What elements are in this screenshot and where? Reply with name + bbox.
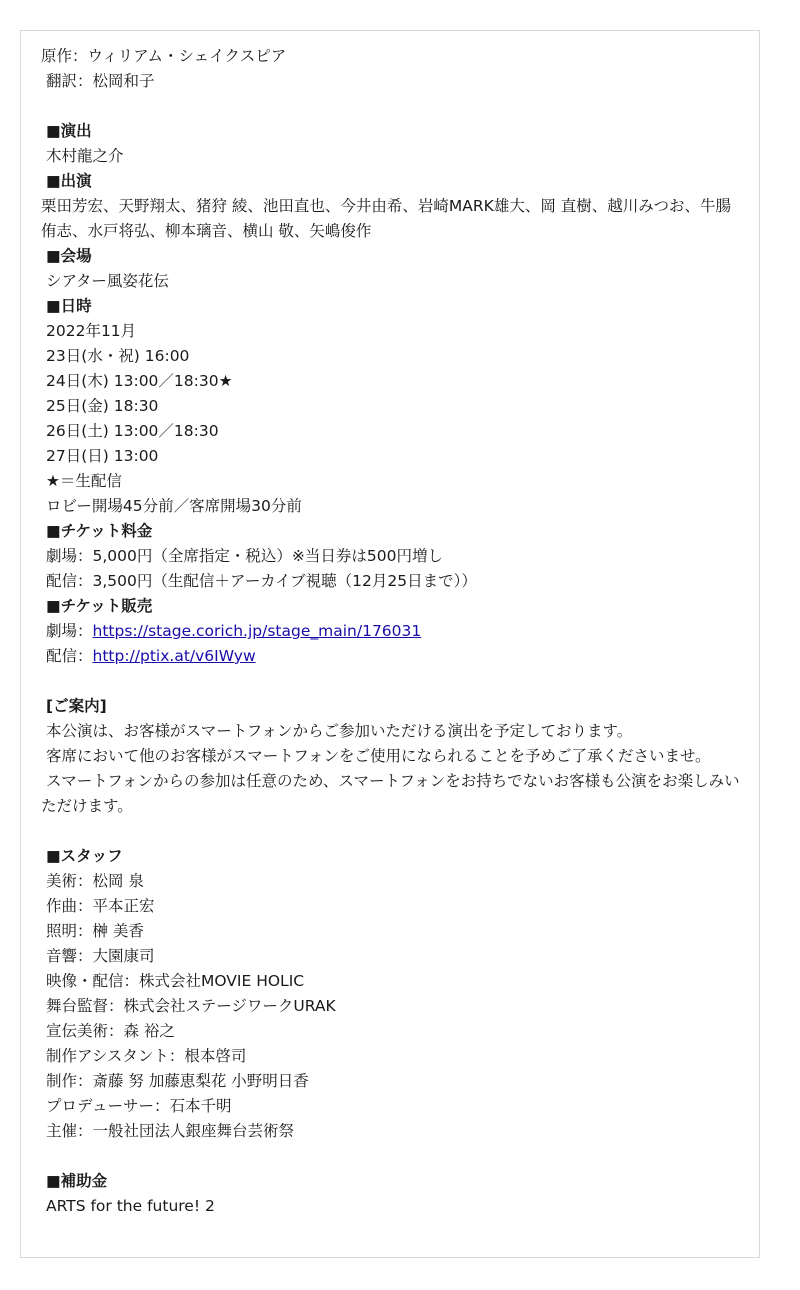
staff-line: 映像・配信：株式会社MOVIE HOLIC [46,972,305,990]
schedule-date: 26日(土) 13:00／18:30 [46,422,219,440]
staff-line: プロデューサー：石本千明 [46,1097,232,1115]
staff-line: 照明：榊󠄀 美香 [46,922,144,940]
subsidy-value: ARTS for the future! 2 [46,1197,215,1215]
sales-theater-label: 劇場： [46,622,93,640]
schedule-date: 23日(水・祝) 16:00 [46,347,190,365]
direction-value: 木村龍之介 [46,147,124,165]
original-author: 原作：ウィリアム・シェイクスピア [41,47,287,65]
price-theater: 劇場：5,000円（全席指定・税込）※当日券は500円増し [46,547,443,565]
guide-heading: [ご案内] [46,697,107,715]
schedule-date: 24日(木) 13:00／18:30★ [46,372,233,390]
staff-line: 制作アシスタント：根本啓司 [46,1047,247,1065]
schedule-date: 27日(日) 13:00 [46,447,159,465]
cast-heading: ■出演 [46,172,92,190]
price-stream: 配信：3,500円（生配信＋アーカイブ視聴（12月25日まで）） [46,572,477,590]
subsidy-heading: ■補助金 [46,1172,108,1190]
translator: 翻訳：松岡和子 [46,72,155,90]
staff-line: 音響：大園康司 [46,947,155,965]
sales-theater-row [41,619,741,644]
direction-heading: ■演出 [46,122,92,140]
schedule-heading: ■日時 [46,297,92,315]
event-details [41,44,741,1219]
staff-line: 宣伝美術：森 裕之 [46,1022,175,1040]
guide-line: 本公演は、お客様がスマートフォンからご参加いただける演出を予定しております。 [46,722,633,740]
schedule-month: 2022年11月 [46,322,137,340]
sales-stream-label: 配信： [46,647,93,665]
star-note: ★＝生配信 [46,472,122,490]
sales-stream-row [41,644,741,669]
theater-ticket-link[interactable]: https://stage.corich.jp/stage_main/176031 [92,622,422,640]
venue-value: シアター風姿花伝 [46,272,169,290]
price-heading: ■チケット料金 [46,522,153,540]
staff-line: 制作：斎藤 努 加藤恵梨花 小野明日香 [46,1072,309,1090]
staff-line: 作曲：平本正宏 [46,897,155,915]
venue-heading: ■会場 [46,247,92,265]
staff-line: 主催：一般社団法人銀座舞台芸術祭 [46,1122,295,1140]
stream-ticket-link[interactable]: http://ptix.at/v6IWyw [92,647,256,665]
staff-line: 美術：松岡 泉 [46,872,144,890]
staff-line: 舞台監督：株式会社ステージワークURAK [46,997,336,1015]
schedule-date: 25日(金) 18:30 [46,397,159,415]
guide-line: スマートフォンからの参加は任意のため、スマートフォンをお持ちでないお客様も公演をお楽しみいただけます。 [41,772,740,815]
staff-heading: ■スタッフ [46,847,123,865]
open-note: ロビー開場45分前／客席開場30分前 [46,497,302,515]
sales-heading: ■チケット販売 [46,597,153,615]
guide-line: 客席において他のお客様がスマートフォンをご使用になられることを予めご了承くださいませ。 [46,747,711,765]
cast-value: 栗田芳宏、天野翔太、猪狩 綾、池田直也、今井由希、岩崎MARK雄大、岡 直樹、越川みつお、牛腸侑志、水戸将弘、柳本璃音、横山 敬、矢嶋俊作 [41,197,731,240]
